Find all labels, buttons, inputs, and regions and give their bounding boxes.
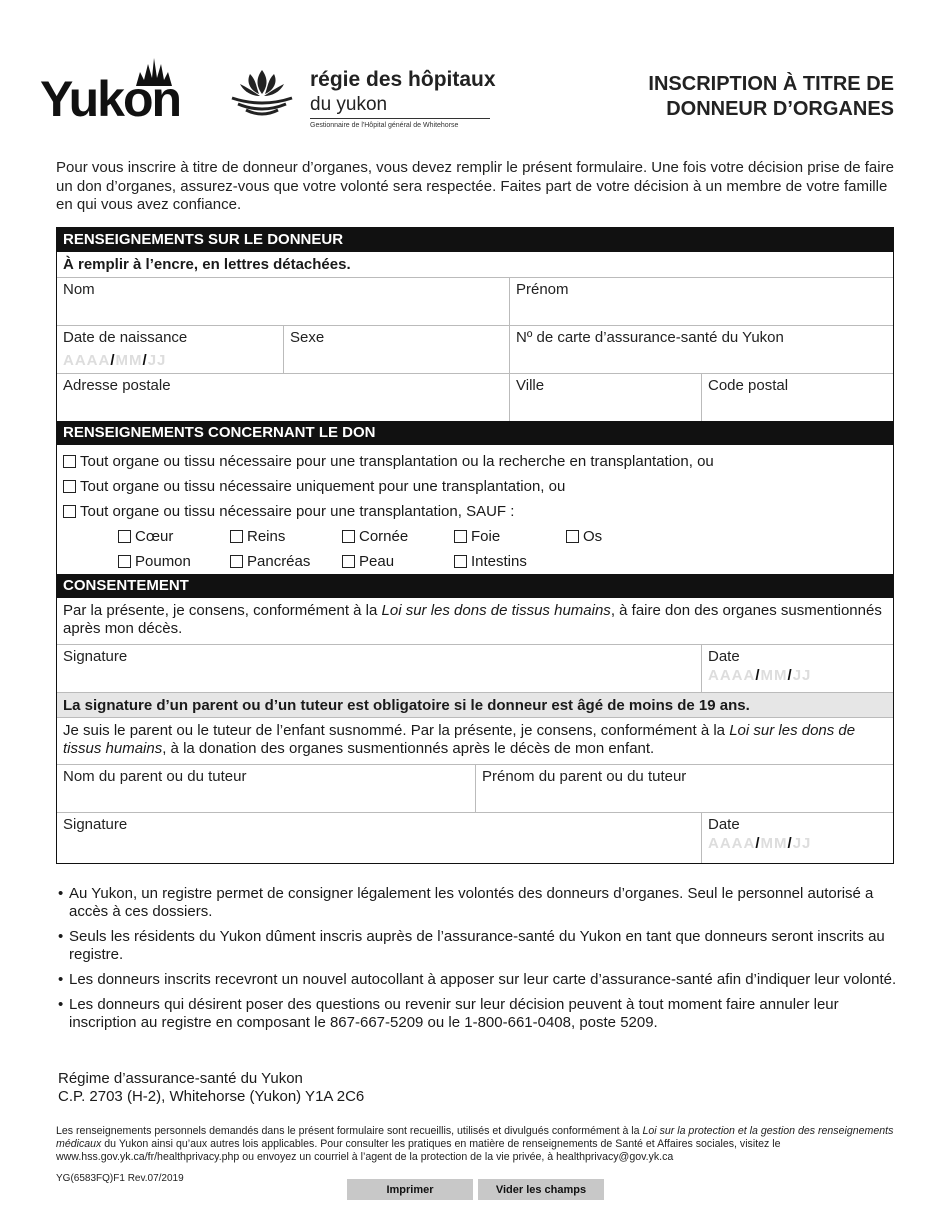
birth-date-field[interactable] [57,326,283,373]
organ-label: Intestins [471,553,527,570]
bullet-icon: • [58,996,64,1013]
consent-text [57,598,893,644]
bullet-text: Au Yukon, un registre permet de consigner légalement les volontés des donneurs d’organes. Seul le personnel autorisé a accès à ces dossiers. [69,885,874,920]
consent-text-part: Par la présente, je consens, conformément à la [63,602,382,619]
birth-date-label: Date de naissance [63,329,188,346]
sex-field[interactable] [283,326,509,373]
option-label: Tout organe ou tissu nécessaire pour une transplantation ou la recherche en transplantation, ou [80,453,714,470]
date-format-hint [63,352,277,369]
parent-first-name-field[interactable] [475,765,893,812]
organ-bone[interactable] [566,524,678,549]
parent-consent-text [57,717,893,764]
address-line: Régime d’assurance-santé du Yukon [58,1070,303,1087]
privacy-notice [56,1125,896,1164]
parent-date-field[interactable] [701,813,893,863]
form-title [648,72,894,122]
hint-separator: / [110,352,116,369]
checkbox[interactable] [63,505,76,518]
list-item [58,928,898,964]
regie-note: Gestionnaire de l'Hôpital général de Whitehorse [310,122,459,129]
organ-intestines[interactable] [454,549,566,574]
law-name: Loi sur les dons de tissus humains [63,722,856,757]
postal-code-field[interactable] [701,374,893,421]
hospital-plant-icon [226,64,298,120]
donor-signature-field[interactable] [57,645,701,692]
organ-lung[interactable] [118,549,230,574]
parent-notice: La signature d’un parent ou d’un tuteur est obligatoire si le donneur est âgé de moins de 19 ans. [57,692,893,717]
hint-month: MM [760,667,788,684]
organ-label: Cœur [135,528,174,545]
health-card-field[interactable] [509,326,893,373]
organ-skin[interactable] [342,549,454,574]
hint-year: AAAA [63,352,111,369]
hint-day: JJ [792,667,812,684]
bullet-icon: • [58,971,64,988]
donor-form [56,227,894,864]
privacy-text: Les renseignements personnels demandés dans le présent formulaire sont recueillis, utilisés et divulgués conformément à la [56,1125,643,1137]
city-field[interactable] [509,374,701,421]
organ-liver[interactable] [454,524,566,549]
checkbox[interactable] [454,555,467,568]
option-label: Tout organe ou tissu nécessaire pour une transplantation, SAUF : [80,503,515,520]
hint-day: JJ [147,352,167,369]
checkbox[interactable] [63,455,76,468]
hint-separator: / [755,835,761,852]
address-line: C.P. 2703 (H-2), Whitehorse (Yukon) Y1A 2C6 [58,1088,365,1105]
organ-label: Foie [471,528,501,545]
checkbox[interactable] [118,555,131,568]
hint-separator: / [787,667,793,684]
bullet-icon: • [58,928,64,945]
clear-fields-button[interactable]: Vider les champs [478,1179,604,1200]
bullet-text: Les donneurs qui désirent poser des questions ou revenir sur leur décision peuvent à tout moment faire annuler leur inscription au registre en composant le 867-667-5209 ou le 1-800-661-0408, poste 5209. [69,996,839,1031]
sex-label: Sexe [290,329,325,346]
date-label: Date [708,816,740,833]
organ-label: Pancréas [247,553,311,570]
parent-first-name-label: Prénom du parent ou du tuteur [482,768,687,785]
regie-subtitle: du yukon [310,94,388,115]
form-title-line1: INSCRIPTION À TITRE DE [648,73,894,95]
organ-kidneys[interactable] [230,524,342,549]
print-button[interactable]: Imprimer [347,1179,473,1200]
form-title-line2: DONNEUR D’ORGANES [666,98,894,120]
checkbox[interactable] [230,555,243,568]
signature-label: Signature [63,816,128,833]
form-number: YG(6583FQ)F1 Rev.07/2019 [56,1173,184,1184]
regie-logo [226,62,496,142]
bullet-text: Les donneurs inscrits recevront un nouvel autocollant à apposer sur leur carte d’assurance-santé afin d’indiquer leur volonté. [69,971,897,988]
option-label: Tout organe ou tissu nécessaire uniquement pour une transplantation, ou [80,478,566,495]
organ-cornea[interactable] [342,524,454,549]
donation-option-except[interactable] [57,499,893,524]
hint-day: JJ [792,835,812,852]
checkbox[interactable] [342,555,355,568]
section-heading-donor: RENSEIGNEMENTS SUR LE DONNEUR [57,228,893,252]
hint-year: AAAA [708,835,756,852]
organ-label: Peau [359,553,395,570]
organ-label: Poumon [135,553,191,570]
first-name-label: Prénom [516,281,569,298]
donation-option-transplant[interactable] [57,474,893,499]
privacy-text: du Yukon ainsi qu’aux autres lois applicables. Pour consulter les pratiques en matière de renseignements de Santé et Affaires sociales, visitez le www.hss.gov.yk.ca/fr/healthprivacy.php ou envoyez un courriel à l’agent de la protection de la vie privée, à healthprivacy@gov.yk.ca [56,1138,781,1163]
section-heading-consent: CONSENTEMENT [57,574,893,598]
last-name-label: Nom [63,281,95,298]
checkbox[interactable] [566,530,579,543]
first-name-field[interactable] [509,278,893,325]
yukon-wordmark: Yukon [40,71,181,127]
organ-label: Reins [247,528,286,545]
organ-checklist [57,524,893,574]
intro-text: Pour vous inscrire à titre de donneur d’organes, vous devez remplir le présent formulaire. Une fois votre décision prise de faire un don d’organes, assurez-vous que votre volonté sera respectée. Faites part de votre décision à un membre de votre famille en qui vous avez confiance. [56,159,894,213]
list-item [58,971,898,989]
last-name-field[interactable] [57,278,509,325]
checkbox[interactable] [230,530,243,543]
checkbox[interactable] [63,480,76,493]
checkbox[interactable] [342,530,355,543]
date-label: Date [708,648,740,665]
list-item [58,996,898,1032]
donation-option-all[interactable] [57,449,893,474]
page-header [0,0,950,150]
organ-label: Os [583,528,603,545]
parent-signature-field[interactable] [57,813,701,863]
donor-date-field[interactable] [701,645,893,692]
section-heading-donation: RENSEIGNEMENTS CONCERNANT LE DON [57,421,893,445]
consent-text-part: , à la donation des organes susmentionnés après le décès de mon enfant. [162,740,655,757]
hint-separator: / [142,352,148,369]
organ-label: Cornée [359,528,409,545]
bullet-icon: • [58,885,64,902]
checkbox[interactable] [454,530,467,543]
organ-heart[interactable] [118,524,230,549]
parent-last-name-label: Nom du parent ou du tuteur [63,768,247,785]
address-field[interactable] [57,374,509,421]
info-bullets [58,885,898,1039]
parent-last-name-field[interactable] [57,765,475,812]
mailing-address [58,1070,364,1106]
hint-month: MM [760,835,788,852]
yukon-logo [40,58,200,127]
address-label: Adresse postale [63,377,171,394]
list-item [58,885,898,921]
organ-pancreas[interactable] [230,549,342,574]
signature-label: Signature [63,648,128,665]
date-format-hint [708,667,887,684]
hint-separator: / [755,667,761,684]
consent-text-part: , à faire don des organes susmentionnés après mon décès. [63,602,882,637]
consent-text-part: Je suis le parent ou le tuteur de l’enfant susnommé. Par la présente, je consens, conformément à la [63,722,730,739]
hint-separator: / [787,835,793,852]
law-name: Loi sur la protection et la gestion des renseignements médicaux [56,1125,894,1150]
city-label: Ville [516,377,545,394]
regie-title: régie des hôpitaux [310,68,496,91]
health-card-label: Nº de carte d’assurance-santé du Yukon [516,329,784,346]
law-name: Loi sur les dons de tissus humains [381,602,611,619]
ink-instruction: À remplir à l’encre, en lettres détachées. [63,256,351,273]
divider [310,118,490,119]
date-format-hint [708,835,887,852]
bullet-text: Seuls les résidents du Yukon dûment inscris auprès de l’assurance-santé du Yukon en tant que donneurs seront inscrits au registre. [69,928,885,963]
checkbox[interactable] [118,530,131,543]
hint-year: AAAA [708,667,756,684]
hint-month: MM [115,352,143,369]
postal-code-label: Code postal [708,377,789,394]
